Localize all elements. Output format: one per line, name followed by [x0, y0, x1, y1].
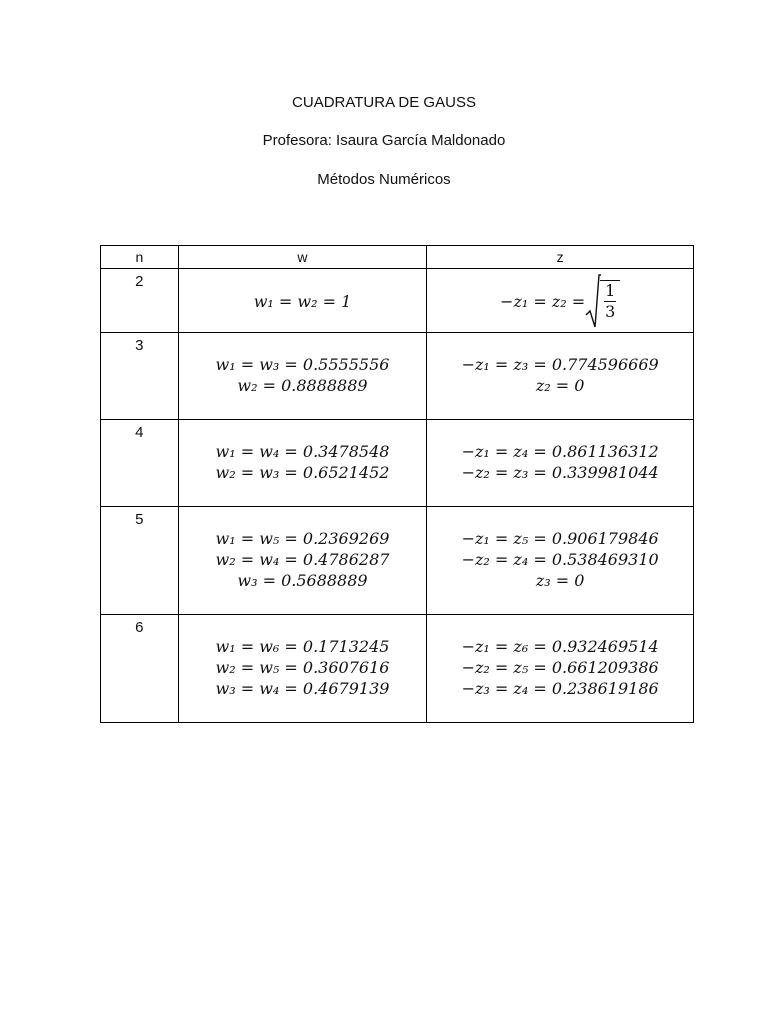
n-value: 3: [101, 333, 179, 420]
weights-cell: [178, 615, 427, 723]
node-equation: −z₃ = z₄ = 0.238619186: [461, 679, 659, 698]
weight-equation: w₂ = 0.8888889: [237, 376, 368, 395]
weight-equation: w₂ = w₃ = 0.6521452: [215, 463, 390, 482]
weight-equation: w₂ = w₄ = 0.4786287: [215, 550, 390, 569]
table-header-row: [101, 246, 694, 269]
course-line: Métodos Numéricos: [317, 171, 451, 188]
weights-cell: [178, 507, 427, 615]
node-equation: −z₁ = z₂ =: [500, 291, 586, 311]
weight-equation: w₂ = w₅ = 0.3607616: [215, 658, 390, 677]
table-row: [101, 507, 694, 615]
nodes-cell: [427, 507, 694, 615]
weight-equation: w₁ = w₂ = 1: [253, 292, 352, 311]
column-header-z: z: [427, 246, 694, 269]
weight-equation: w₁ = w₆ = 0.1713245: [215, 637, 390, 656]
n-value: 5: [101, 507, 179, 615]
n-value: 6: [101, 615, 179, 723]
node-equation: −z₁ = z₃ = 0.774596669: [461, 355, 659, 374]
table-row: [101, 615, 694, 723]
column-header-n: n: [101, 246, 179, 269]
nodes-cell: [427, 420, 694, 507]
weights-cell: [178, 333, 427, 420]
n-value: 4: [101, 420, 179, 507]
document-title: CUADRATURA DE GAUSS: [292, 94, 476, 111]
node-equation: −z₂ = z₅ = 0.661209386: [461, 658, 659, 677]
weight-equation: w₁ = w₅ = 0.2369269: [215, 529, 390, 548]
sqrt-radical-icon: [585, 273, 601, 329]
table-row: [101, 333, 694, 420]
sqrt-fraction: [585, 273, 620, 329]
fraction-denominator: 3: [605, 302, 616, 321]
nodes-cell: [427, 333, 694, 420]
weight-equation: w₃ = 0.5688889: [237, 571, 368, 590]
node-equation: z₃ = 0: [535, 571, 585, 590]
node-equation: −z₁ = z₄ = 0.861136312: [461, 442, 659, 461]
weight-equation: w₃ = w₄ = 0.4679139: [215, 679, 390, 698]
node-equation: −z₁ = z₅ = 0.906179846: [461, 529, 659, 548]
node-equation: −z₂ = z₃ = 0.339981044: [461, 463, 659, 482]
professor-line: Profesora: Isaura García Maldonado: [262, 132, 506, 149]
n-value: 2: [101, 269, 179, 333]
nodes-cell: [427, 615, 694, 723]
table-row: [101, 420, 694, 507]
weights-cell: [178, 420, 427, 507]
weight-equation: w₁ = w₄ = 0.3478548: [215, 442, 390, 461]
node-equation: z₂ = 0: [535, 376, 585, 395]
node-equation: −z₁ = z₆ = 0.932469514: [461, 637, 659, 656]
nodes-cell: [427, 269, 694, 333]
node-equation: −z₂ = z₄ = 0.538469310: [461, 550, 659, 569]
column-header-w: w: [178, 246, 427, 269]
table-row: [101, 269, 694, 333]
weights-cell: [178, 269, 427, 333]
fraction-numerator: 1: [605, 281, 616, 300]
gauss-quadrature-table: [100, 245, 694, 723]
weight-equation: w₁ = w₃ = 0.5555556: [215, 355, 390, 374]
